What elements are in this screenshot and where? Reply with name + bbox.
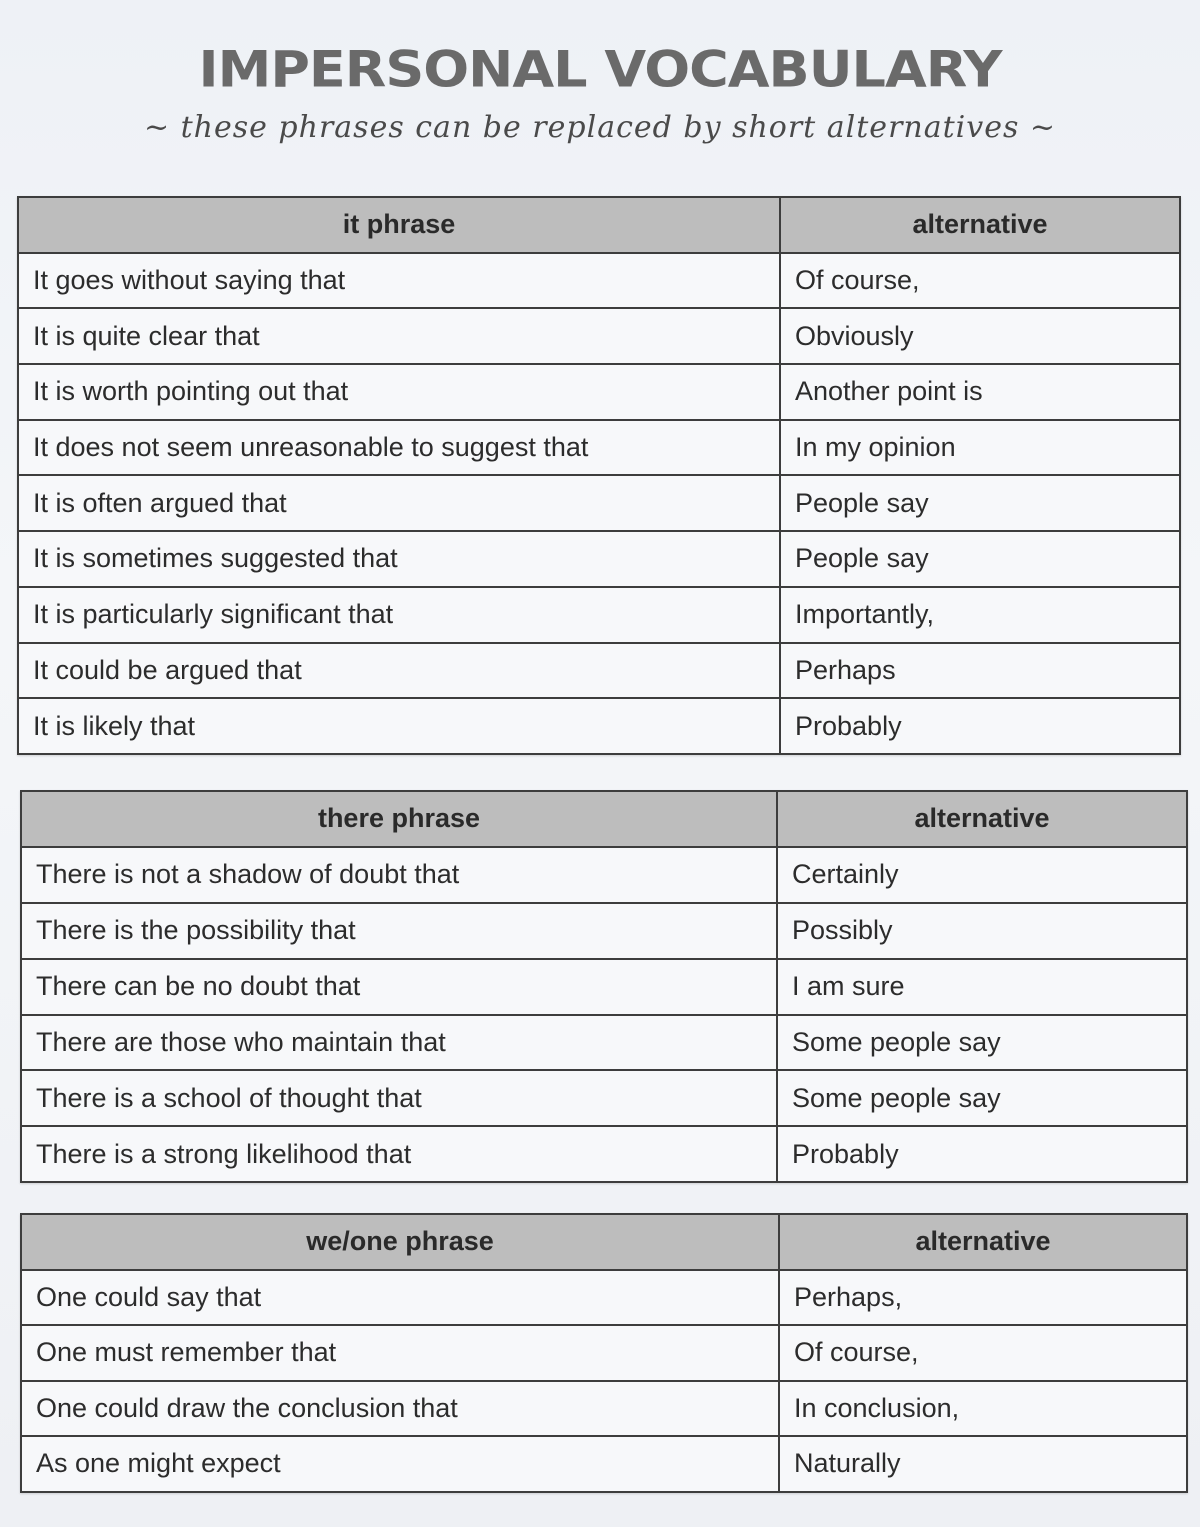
phrase-cell: One must remember that bbox=[21, 1325, 779, 1381]
we-one-phrase-table bbox=[20, 1213, 1188, 1493]
alternative-cell: In my opinion bbox=[780, 420, 1180, 476]
alternative-cell: Naturally bbox=[779, 1436, 1187, 1492]
phrase-cell: It does not seem unreasonable to suggest that bbox=[18, 420, 780, 476]
phrase-cell: As one might expect bbox=[21, 1436, 779, 1492]
phrase-cell: It is sometimes suggested that bbox=[18, 531, 780, 587]
table-row bbox=[21, 1070, 1187, 1126]
table-row bbox=[21, 903, 1187, 959]
table-row bbox=[18, 531, 1180, 587]
phrase-cell: It is worth pointing out that bbox=[18, 364, 780, 420]
alternative-cell: Some people say bbox=[777, 1070, 1187, 1126]
table-row bbox=[18, 253, 1180, 309]
phrase-cell: One could say that bbox=[21, 1270, 779, 1326]
table-header-row bbox=[21, 1214, 1187, 1270]
phrase-cell: There can be no doubt that bbox=[21, 959, 777, 1015]
alternative-cell: Possibly bbox=[777, 903, 1187, 959]
table-header-row bbox=[18, 197, 1180, 253]
column-header-phrase: it phrase bbox=[18, 197, 780, 253]
phrase-cell: There is a strong likelihood that bbox=[21, 1126, 777, 1182]
alternative-cell: In conclusion, bbox=[779, 1381, 1187, 1437]
alternative-cell: Certainly bbox=[777, 847, 1187, 903]
page-title: IMPERSONAL VOCABULARY bbox=[198, 40, 1002, 99]
alternative-cell: Obviously bbox=[780, 308, 1180, 364]
alternative-cell: Another point is bbox=[780, 364, 1180, 420]
phrase-cell: It is particularly significant that bbox=[18, 587, 780, 643]
alternative-cell: Probably bbox=[780, 698, 1180, 754]
alternative-cell: People say bbox=[780, 475, 1180, 531]
column-header-alternative: alternative bbox=[779, 1214, 1187, 1270]
alternative-cell: Importantly, bbox=[780, 587, 1180, 643]
alternative-cell: Probably bbox=[777, 1126, 1187, 1182]
column-header-phrase: there phrase bbox=[21, 791, 777, 847]
column-header-alternative: alternative bbox=[777, 791, 1187, 847]
it-phrase-table bbox=[17, 196, 1181, 755]
alternative-cell: People say bbox=[780, 531, 1180, 587]
alternative-cell: Perhaps bbox=[780, 643, 1180, 699]
column-header-phrase: we/one phrase bbox=[21, 1214, 779, 1270]
phrase-cell: There is the possibility that bbox=[21, 903, 777, 959]
table-row bbox=[18, 698, 1180, 754]
table-row bbox=[21, 847, 1187, 903]
phrase-cell: It is quite clear that bbox=[18, 308, 780, 364]
table-header-row bbox=[21, 791, 1187, 847]
phrase-cell: It is often argued that bbox=[18, 475, 780, 531]
table-row bbox=[21, 1325, 1187, 1381]
page-subtitle: ~ these phrases can be replaced by short alternatives ~ bbox=[143, 110, 1057, 145]
table-row bbox=[18, 308, 1180, 364]
table-row bbox=[21, 959, 1187, 1015]
table-row bbox=[21, 1126, 1187, 1182]
phrase-cell: There is a school of thought that bbox=[21, 1070, 777, 1126]
phrase-cell: There is not a shadow of doubt that bbox=[21, 847, 777, 903]
table-row bbox=[21, 1436, 1187, 1492]
table-row bbox=[21, 1381, 1187, 1437]
alternative-cell: I am sure bbox=[777, 959, 1187, 1015]
alternative-cell: Some people say bbox=[777, 1015, 1187, 1071]
table-row bbox=[18, 364, 1180, 420]
phrase-cell: There are those who maintain that bbox=[21, 1015, 777, 1071]
table-row bbox=[18, 475, 1180, 531]
table-row bbox=[21, 1270, 1187, 1326]
table-row bbox=[21, 1015, 1187, 1071]
phrase-cell: One could draw the conclusion that bbox=[21, 1381, 779, 1437]
table-row bbox=[18, 420, 1180, 476]
phrase-cell: It could be argued that bbox=[18, 643, 780, 699]
alternative-cell: Perhaps, bbox=[779, 1270, 1187, 1326]
phrase-cell: It is likely that bbox=[18, 698, 780, 754]
alternative-cell: Of course, bbox=[779, 1325, 1187, 1381]
phrase-cell: It goes without saying that bbox=[18, 253, 780, 309]
there-phrase-table bbox=[20, 790, 1188, 1183]
table-row bbox=[18, 643, 1180, 699]
column-header-alternative: alternative bbox=[780, 197, 1180, 253]
table-row bbox=[18, 587, 1180, 643]
alternative-cell: Of course, bbox=[780, 253, 1180, 309]
